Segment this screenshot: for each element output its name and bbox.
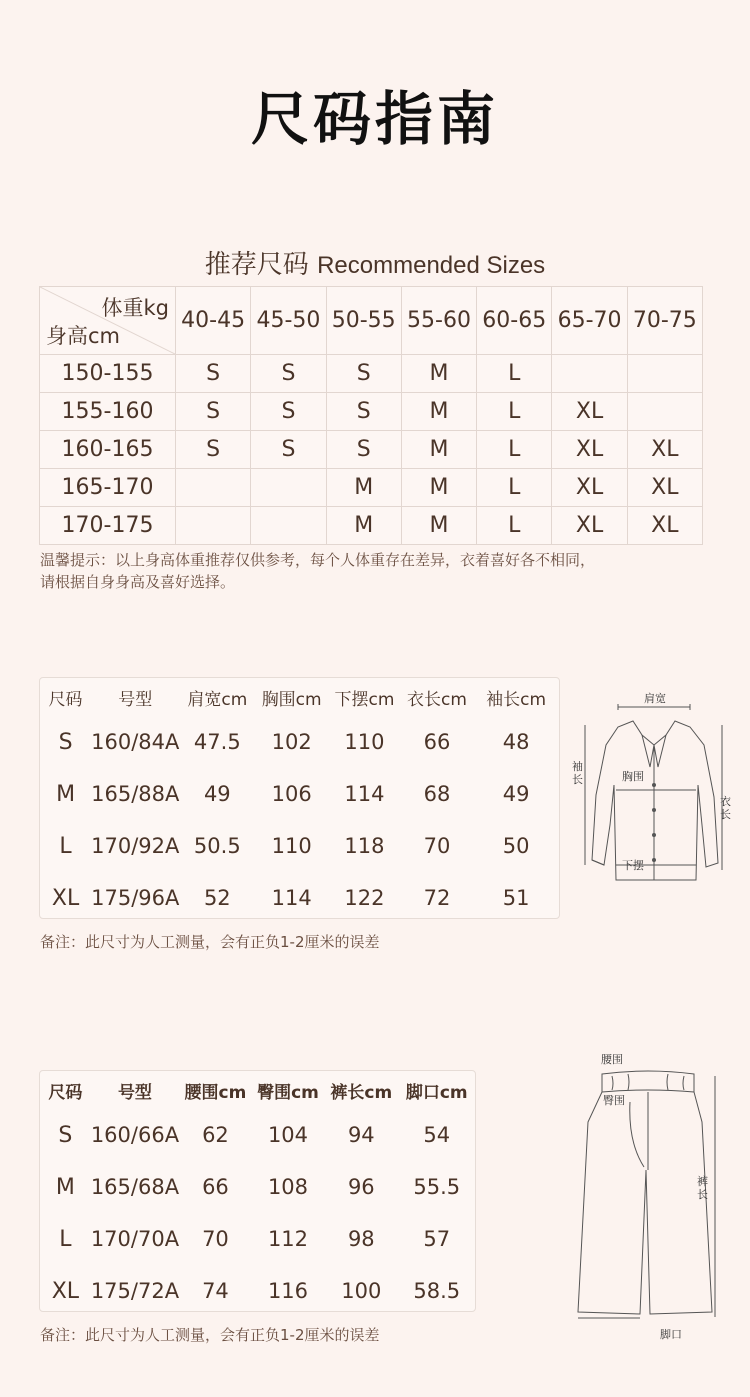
table-row [40,1265,475,1317]
size-cell [251,507,326,545]
top-size-table [40,678,559,924]
sleeve-label: 袖长 [572,760,583,786]
tip-line: 请根据自身身高及喜好选择。 [40,573,236,591]
weight-label: 体重kg [101,296,169,320]
size-cell: L [477,393,552,431]
size-cell: S [251,355,326,393]
cell: 110 [271,834,312,858]
cell: 110 [344,730,385,754]
weight-header: 70-75 [627,287,702,355]
col-header: 号型 [117,1082,152,1103]
size-cell: L [59,1226,72,1252]
waist-label: 腰围 [601,1053,623,1066]
height-cell: 165-170 [40,469,176,507]
size-cell: M [401,507,476,545]
size-cell: L [477,469,552,507]
cell: 94 [347,1123,375,1147]
size-cell: L [477,431,552,469]
size-cell: M [401,431,476,469]
size-cell: M [401,393,476,431]
table-row [40,1213,475,1265]
cell: 170/70A [90,1227,180,1251]
table-row [40,469,703,507]
size-cell [627,393,702,431]
table-row [40,355,703,393]
weight-header: 55-60 [401,287,476,355]
col-header: 肩宽cm [187,689,248,710]
table-header-row [40,1071,475,1109]
col-header: 尺码 [48,689,83,710]
table-row [40,820,559,872]
recommended-size-table [39,286,703,545]
size-cell [552,355,627,393]
size-cell: XL [51,1278,80,1304]
cell: 49 [203,782,231,806]
col-header: 衣长cm [407,689,467,710]
cell: 54 [423,1123,451,1147]
size-cell: L [59,833,72,859]
hip-label: 臀围 [603,1094,625,1107]
table-row [40,1161,475,1213]
cell: 52 [203,886,231,910]
size-cell: XL [627,507,702,545]
size-cell: S [176,393,251,431]
size-cell: L [477,355,552,393]
size-cell: M [56,781,76,807]
cell: 57 [423,1227,451,1251]
cell: 50.5 [193,834,241,858]
height-cell: 150-155 [40,355,176,393]
cell: 175/72A [90,1279,180,1303]
cell: 160/66A [90,1123,180,1147]
size-cell: M [326,469,401,507]
pants-length-label: 裤长 [697,1175,708,1201]
cell: 112 [267,1227,309,1251]
pants-size-table [40,1071,475,1317]
cell: 55.5 [413,1175,461,1199]
height-cell: 170-175 [40,507,176,545]
size-cell: M [326,507,401,545]
cell: 114 [271,886,312,910]
cell: 104 [267,1123,309,1147]
size-cell: XL [51,885,80,911]
cell: 122 [344,886,385,910]
subtitle-en: Recommended Sizes [317,252,546,279]
cell: 47.5 [193,730,241,754]
size-cell [251,469,326,507]
col-header: 臀围cm [257,1082,319,1103]
size-cell: XL [552,393,627,431]
height-cell: 155-160 [40,393,176,431]
col-header: 脚口cm [405,1082,468,1103]
size-cell: XL [552,431,627,469]
hem-label: 下摆 [622,859,644,872]
weight-header: 40-45 [176,287,251,355]
cell: 108 [267,1175,309,1199]
size-cell: M [401,355,476,393]
shoulder-label: 肩宽 [644,692,666,705]
size-cell: S [326,431,401,469]
size-cell: S [176,355,251,393]
tip-line: 温馨提示：以上身高体重推荐仅供参考，每个人体重存在差异，衣着喜好各不相同， [40,551,596,569]
size-cell: XL [627,431,702,469]
cell: 106 [271,782,312,806]
cell: 58.5 [413,1279,461,1303]
cell: 165/88A [91,782,180,806]
cell: 66 [423,730,451,754]
size-cell: S [58,1122,73,1148]
cell: 175/96A [91,886,180,910]
cell: 49 [502,782,530,806]
pants-measurement-panel [39,1070,476,1312]
size-cell: XL [552,507,627,545]
col-header: 胸围cm [261,689,322,710]
size-cell [176,469,251,507]
cell: 118 [344,834,385,858]
table-row [40,507,703,545]
col-header: 下摆cm [334,689,395,710]
table-row [40,1109,475,1161]
height-cell: 160-165 [40,431,176,469]
weight-header: 45-50 [251,287,326,355]
cell: 48 [502,730,530,754]
table-row [40,393,703,431]
weight-header: 60-65 [477,287,552,355]
cell: 100 [341,1279,382,1303]
size-cell: S [58,729,73,755]
size-cell: XL [552,469,627,507]
cell: 62 [202,1123,229,1147]
cell: 68 [423,782,451,806]
pants-note: 备注：此尺寸为人工测量，会有正负1-2厘米的误差 [40,1326,380,1344]
height-label: 身高cm [46,324,121,348]
table-header-row [40,287,703,355]
cell: 102 [271,730,312,754]
table-header-row [40,678,559,716]
col-header: 裤长cm [330,1082,393,1103]
cell: 50 [502,834,530,858]
subtitle-cn: 推荐尺码 [204,250,309,280]
weight-header: 65-70 [552,287,627,355]
size-cell: L [477,507,552,545]
cell: 96 [347,1175,375,1199]
cell: 74 [202,1279,229,1303]
length-label: 衣长 [720,795,731,821]
shirt-diagram-icon [578,685,738,890]
top-note: 备注：此尺寸为人工测量，会有正负1-2厘米的误差 [40,933,380,951]
size-cell: S [251,431,326,469]
size-cell: S [251,393,326,431]
size-cell: S [326,393,401,431]
cell: 170/92A [91,834,180,858]
cell: 72 [423,886,451,910]
table-row [40,716,559,768]
leg-opening-label: 脚口 [660,1328,682,1341]
table-row [40,431,703,469]
section-subtitle [0,244,750,281]
size-cell: M [401,469,476,507]
col-header: 袖长cm [486,689,547,710]
col-header: 尺码 [48,1082,83,1103]
chest-label: 胸围 [622,770,644,783]
cell: 165/68A [90,1175,180,1199]
cell: 160/84A [91,730,180,754]
page-title: 尺码指南 [250,85,499,153]
cell: 70 [423,834,451,858]
corner-cell [40,287,176,355]
cell: 51 [502,886,530,910]
size-cell: S [176,431,251,469]
cell: 114 [344,782,385,806]
col-header: 腰围cm [184,1082,247,1103]
col-header: 号型 [118,689,153,710]
table-row [40,872,559,924]
size-cell: XL [627,469,702,507]
top-measurement-panel [39,677,560,919]
cell: 98 [347,1227,375,1251]
cell: 70 [202,1227,229,1251]
size-cell: S [326,355,401,393]
table-row [40,768,559,820]
size-cell [627,355,702,393]
cell: 116 [267,1279,309,1303]
size-cell [176,507,251,545]
size-cell: M [55,1174,75,1200]
weight-header: 50-55 [326,287,401,355]
recommendation-tip [40,549,720,593]
cell: 66 [202,1175,229,1199]
